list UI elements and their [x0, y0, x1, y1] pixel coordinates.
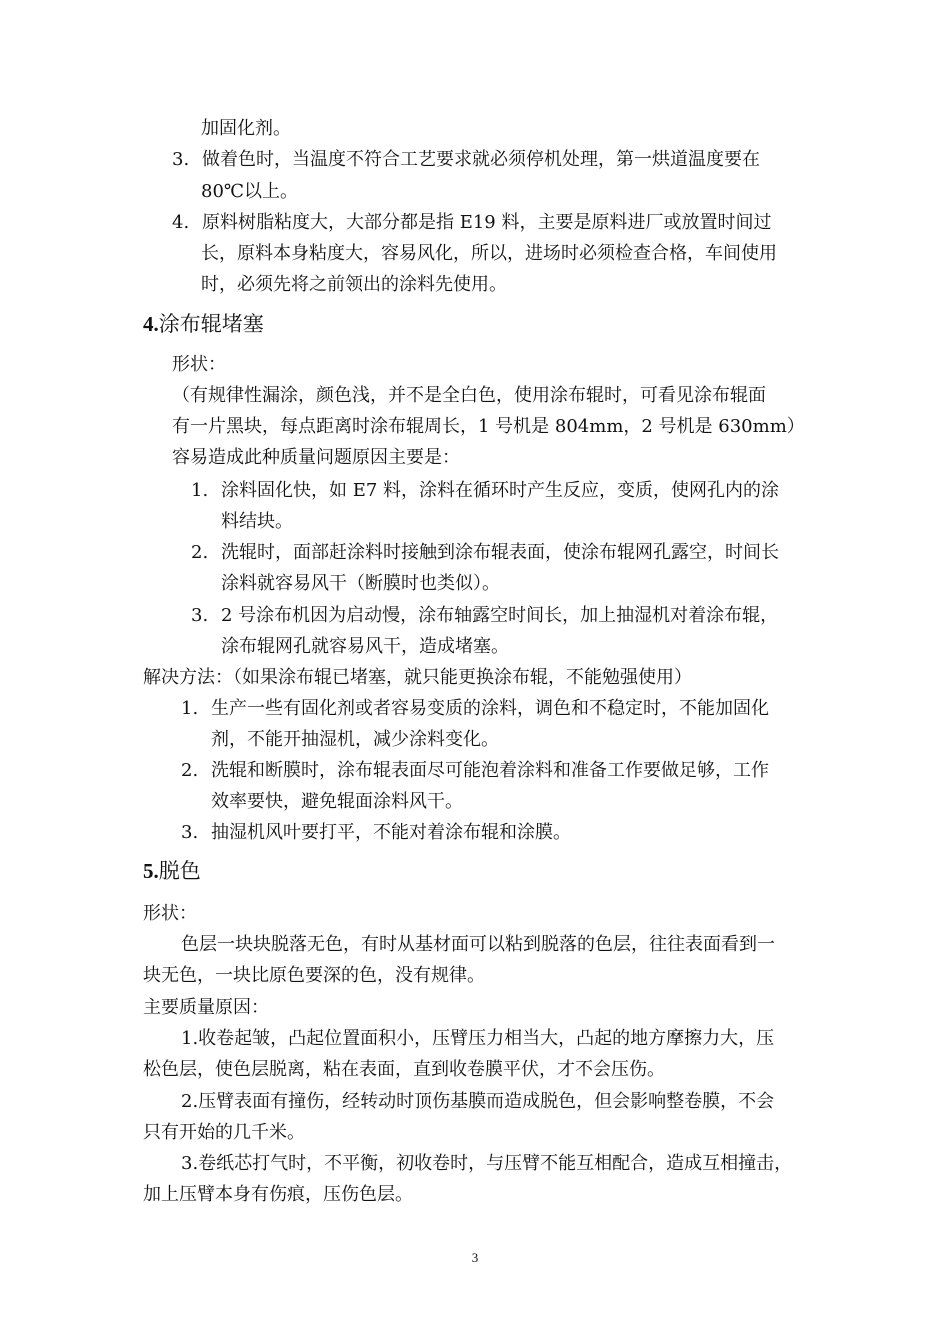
text-line: 松色层，使色层脱离，粘在表面，直到收卷膜平伏，才不会压伤。 — [143, 1059, 665, 1080]
text-line: 加固化剂。 — [201, 118, 291, 139]
text-line: 加上压臂本身有伤痕，压伤色层。 — [143, 1184, 413, 1205]
text-line: 涂料就容易风干（断膜时也类似）。 — [221, 573, 500, 594]
text-line: 料结块。 — [221, 511, 293, 532]
list-item — [172, 211, 771, 235]
text-line: 效率要快，避免辊面涂料风干。 — [211, 791, 463, 812]
text-line: 色层一块块脱落无色，有时从基材面可以粘到脱落的色层，往往表面看到一 — [181, 934, 775, 955]
list-item — [172, 148, 760, 172]
text-line: 涂布辊网孔就容易风干，造成堵塞。 — [221, 636, 509, 657]
text-line: （有规律性漏涂，颜色浅，并不是全白色，使用涂布辊时，可看见涂布辊面 — [172, 385, 766, 406]
text-line: 涂料固化快，如 E7 料，涂料在循环时产生反应，变质，使网孔内的涂 — [221, 480, 780, 501]
list-number: 3. — [181, 822, 199, 843]
text-line: 80℃以上。 — [201, 181, 299, 202]
section-heading — [143, 857, 201, 885]
text-line: 块无色，一块比原色要深的色，没有规律。 — [143, 965, 485, 986]
section-title: 脱色 — [158, 859, 201, 883]
list-item — [191, 479, 779, 503]
text-line: 有一片黑块，每点距离时涂布辊周长，1 号机是 804mm，2 号机是 630mm） — [172, 416, 805, 437]
list-item — [181, 821, 571, 845]
text-line: 容易造成此种质量问题原因主要是： — [172, 447, 460, 468]
page-number: 3 — [471, 1250, 479, 1265]
text-line: 洗辊和断膜时，涂布辊表面尽可能泡着涂料和准备工作要做足够，工作 — [211, 760, 769, 781]
text-line: 生产一些有固化剂或者容易变质的涂料，调色和不稳定时，不能加固化 — [211, 698, 769, 719]
list-number: 1. — [181, 698, 199, 719]
section-number: 4. — [143, 312, 159, 336]
text-line: 洗辊时，面部赶涂料时接触到涂布辊表面，使涂布辊网孔露空，时间长 — [221, 542, 779, 563]
section-number: 5. — [143, 859, 159, 883]
text-line: 1.收卷起皱，凸起位置面积小，压臂压力相当大，凸起的地方摩擦力大，压 — [181, 1028, 775, 1049]
list-item — [191, 604, 778, 628]
text-line: 原料树脂粘度大，大部分都是指 E19 料，主要是原料进厂或放置时间过 — [202, 212, 772, 233]
section-title: 涂布辊堵塞 — [158, 312, 264, 336]
list-item — [181, 697, 769, 721]
text-line: 抽湿机风叶要打平，不能对着涂布辊和涂膜。 — [211, 822, 571, 843]
text-line: 长，原料本身粘度大，容易风化，所以，进场时必须检查合格，车间使用 — [201, 243, 777, 264]
text-line: 做着色时，当温度不符合工艺要求就必须停机处理，第一烘道温度要在 — [202, 149, 760, 170]
list-number: 1. — [191, 480, 209, 501]
text-line: 2 号涂布机因为启动慢，涂布轴露空时间长，加上抽湿机对着涂布辊， — [221, 605, 779, 626]
cause-label: 主要质量原因： — [143, 997, 269, 1018]
list-number: 3. — [191, 605, 209, 626]
solution-label: 解决方法：（如果涂布辊已堵塞，就只能更换涂布辊，不能勉强使用） — [143, 667, 692, 688]
list-item — [191, 541, 779, 565]
section-heading — [143, 310, 264, 338]
text-line: 剂，不能开抽湿机，减少涂料变化。 — [211, 729, 499, 750]
list-number: 3. — [172, 149, 190, 170]
text-line: 3.卷纸芯打气时，不平衡，初收卷时，与压臂不能互相配合，造成互相撞击， — [181, 1153, 793, 1174]
shape-label: 形状： — [172, 354, 226, 375]
list-number: 4. — [172, 212, 190, 233]
list-number: 2. — [191, 542, 209, 563]
text-line: 时，必须先将之前领出的涂料先使用。 — [201, 274, 507, 295]
text-line: 只有开始的几千米。 — [143, 1122, 305, 1143]
list-number: 2. — [181, 760, 199, 781]
text-line: 2.压臂表面有撞伤，经转动时顶伤基膜而造成脱色，但会影响整卷膜，不会 — [181, 1091, 775, 1112]
shape-label: 形状： — [143, 903, 197, 924]
list-item — [181, 759, 769, 783]
